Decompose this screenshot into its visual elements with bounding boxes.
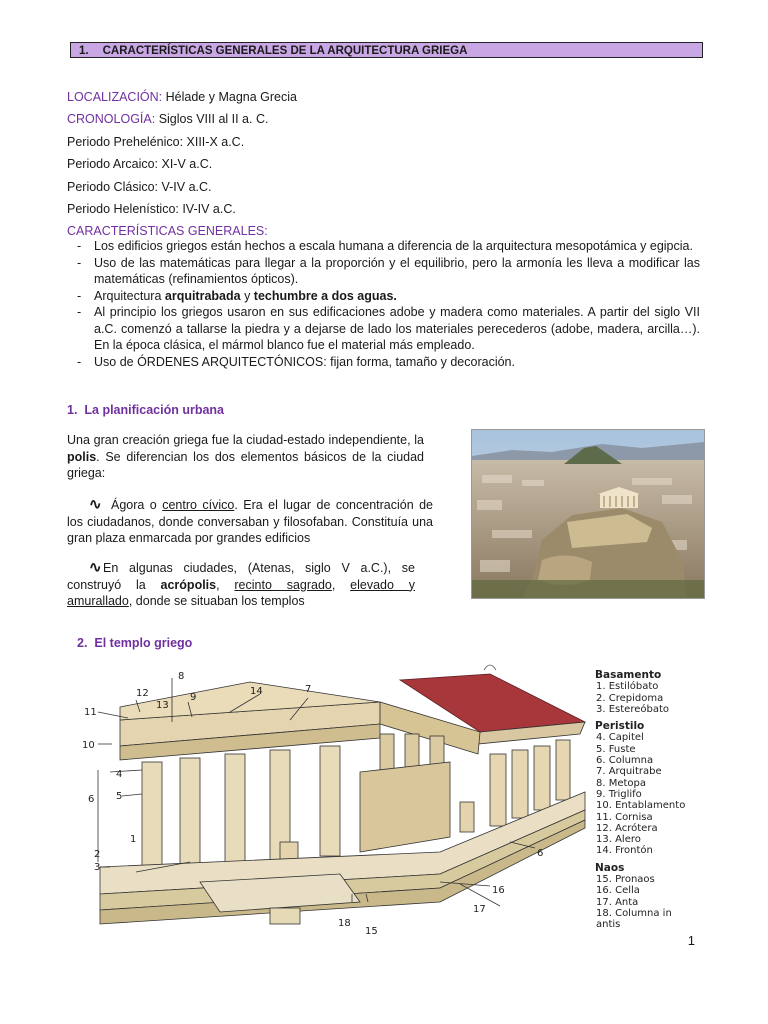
legend-item: 5. Fuste (596, 743, 636, 755)
section-title: CARACTERÍSTICAS GENERALES DE LA ARQUITECTURA GRIEGA (102, 45, 468, 57)
callout-label: 3 (94, 862, 101, 873)
legend-item: 14. Frontón (596, 845, 653, 857)
callout-label: 6 (88, 794, 95, 805)
callout-label: 2 (94, 849, 101, 860)
urban-heading: 1. La planificación urbana (67, 403, 225, 417)
info-text: Periodo Prehelénico: XIII-X a.C. (67, 135, 245, 149)
legend-item: 9. Triglifo (596, 788, 642, 800)
callout-label: 16 (492, 885, 505, 896)
legend-item: 18. Columna in antis (596, 907, 672, 931)
callout-label: 6 (537, 848, 544, 859)
callout-label: 14 (250, 686, 263, 697)
acropolis-paragraph: ∿En algunas ciudades, (Atenas, siglo V a.C.), se construyó la acrópolis, recinto sagrado, elevado y amurallado, donde se situaban los templos (67, 559, 416, 608)
info-line-localizacion (67, 90, 297, 105)
legend-item: 6. Columna (596, 755, 654, 767)
legend-heading: Peristilo (595, 720, 645, 733)
list-item: - Uso de las matemáticas para llegar a la proporción y el equilibrio, pero la armonía les lleva a modificar las matemáticas (refinamientos ópticos). (77, 255, 700, 286)
legend-item: 10. Entablamento (596, 800, 686, 812)
page-number: 1 (687, 933, 695, 948)
list-item: - Arquitectura arquitrabada y techumbre a dos aguas. (77, 288, 397, 303)
squiggle-bullet-icon: ∿ (89, 496, 102, 513)
info-text: Siglos VIII al II a. C. (155, 112, 269, 126)
callout-label: 13 (156, 700, 169, 711)
acropolis-photo (471, 429, 705, 599)
temple-heading: 2. El templo griego (77, 636, 193, 650)
temple-legend (595, 667, 696, 931)
info-text: Periodo Arcaico: XI-V a.C. (67, 157, 213, 171)
list-item: - Uso de ÓRDENES ARQUITECTÓNICOS: fijan forma, tamaño y decoración. (77, 354, 515, 369)
squiggle-bullet-icon: ∿ (89, 559, 102, 576)
section-title-box (70, 42, 703, 58)
temple-diagram (80, 662, 592, 940)
list-item: - Los edificios griegos están hechos a escala humana a diferencia de la arquitectura mesopotámica y egipcia. (77, 239, 693, 253)
info-line-cronologia (67, 112, 268, 127)
legend-item: 17. Anta (596, 896, 639, 908)
callout-label: 15 (365, 926, 378, 937)
info-label: LOCALIZACIÓN: (67, 90, 163, 104)
callout-label: 18 (338, 918, 351, 929)
legend-heading: Basamento (595, 669, 662, 681)
callout-label: 1 (130, 834, 137, 845)
agora-paragraph: ∿ Ágora o centro cívico. Era el lugar de concentración de los ciudadanos, donde conversaban y filosofaban. Constituía una gran plaza enmarcada por grandes edificios (67, 496, 434, 545)
info-line-arcaico (67, 157, 212, 172)
callout-label: 17 (473, 904, 486, 915)
legend-item: 7. Arquitrabe (596, 766, 662, 778)
info-text: Hélade y Magna Grecia (162, 90, 297, 104)
legend-item: 15. Pronaos (596, 874, 655, 886)
info-label: CRONOLOGÍA: (67, 112, 156, 126)
callout-label: 12 (136, 688, 149, 699)
legend-item: 8. Metopa (596, 777, 647, 789)
general-list (70, 238, 700, 370)
callout-label: 10 (82, 740, 95, 751)
legend-item: 2. Crepidoma (596, 692, 664, 704)
callout-label: 9 (190, 692, 197, 703)
info-line-clasico (67, 180, 212, 195)
section-number: 1. (79, 45, 89, 57)
urban-intro: Una gran creación griega fue la ciudad-estado independiente, la polis. Se diferencian los dos elementos básicos de la ciudad griega: (67, 433, 424, 480)
legend-item: 12. Acrótera (596, 822, 658, 834)
legend-item: 13. Alero (596, 834, 641, 846)
info-line-helenistico (67, 202, 236, 217)
general-heading: CARACTERÍSTICAS GENERALES: (67, 224, 268, 238)
info-text: Periodo Helenístico: IV-IV a.C. (67, 202, 236, 216)
legend-item: 3. Estereóbato (596, 703, 669, 715)
legend-item: 16. Cella (596, 885, 640, 897)
callout-label: 8 (178, 671, 185, 682)
legend-heading: Naos (595, 861, 625, 874)
legend-item: 11. Cornisa (596, 811, 653, 823)
list-item: - Al principio los griegos usaron en sus edificaciones adobe y madera como materiales. A partir del siglo VII a.C. comenzó a tallarse la piedra y a dejarse de lado los materiales perecederos (adobe, madera, arcilla…). En la época clásica, el mármol blanco fue el material más empleado. (77, 305, 700, 352)
callout-label: 7 (305, 684, 312, 695)
legend-item: 4. Capitel (596, 732, 644, 744)
callout-label: 11 (84, 707, 97, 718)
legend-item: 1. Estilóbato (596, 681, 659, 693)
callout-label: 4 (116, 769, 123, 780)
info-text: Periodo Clásico: V-IV a.C. (67, 180, 212, 194)
callout-label: 5 (116, 791, 123, 802)
info-line-prehelenico (67, 135, 244, 150)
